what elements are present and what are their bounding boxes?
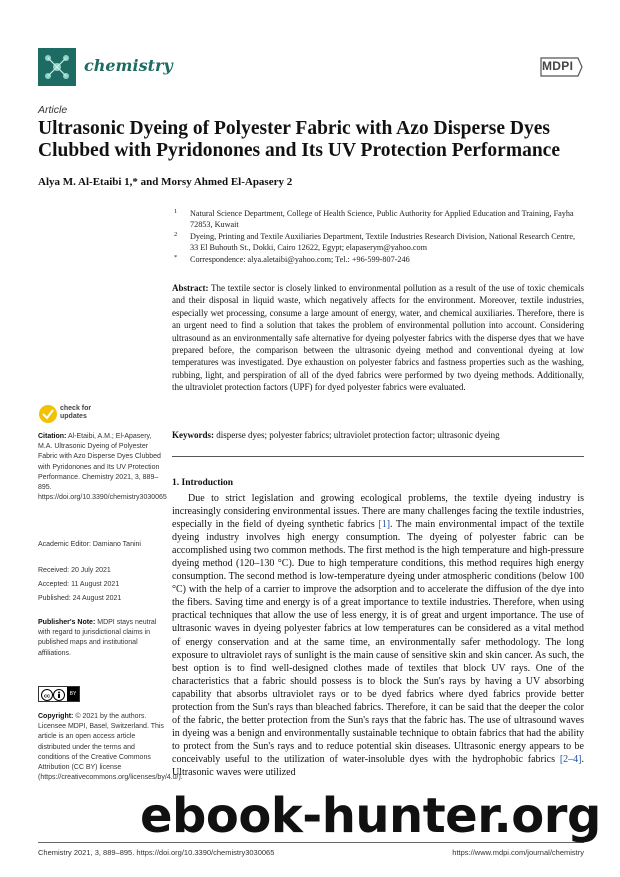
keywords-label: Keywords: xyxy=(172,430,214,440)
affiliation-text: Correspondence: alya.aletaibi@yahoo.com; Tel.: +96-599-807-246 xyxy=(190,255,410,264)
journal-name: chemistry xyxy=(84,56,173,75)
footer-journal-link[interactable]: https://www.mdpi.com/journal/chemistry xyxy=(452,848,584,857)
publisher-note-text: MDPI stays neutral with regard to jurisdictional claims in published maps and institutional affiliations. xyxy=(38,619,157,657)
academic-editor: Academic Editor: Damiano Tanini xyxy=(38,541,141,548)
publisher-name: MDPI xyxy=(542,59,574,73)
journal-logo-icon xyxy=(38,48,76,86)
keywords-text: disperse dyes; polyester fabrics; ultraviolet protection factor; ultrasonic dyeing xyxy=(216,430,500,440)
svg-text:cc: cc xyxy=(44,693,51,700)
intro-text-b: . The main environmental impact of the textile dyeing industry involves high energy consumption. The dyeing of polyester fabric can be accomplished using two common methods. The first method is the high temperature and high-pressure dyeing method (120–130 °C). Due to high temperature conditions, this method requires high energy consumption. The second method is low-temperature dyeing under atmospheric conditions (below 100 °C) with the help of a carrier to improve the adsorption and to accelerate the diffusion of the dye into the fibers. Saving time and energy is of a great importance to textile industries. Therefore, when using practical techniques that allow the use of less energy, it is of great and urgent importance. The use of ultrasonic waves in dyeing polyester fabrics at low temperatures can be considered as a vital method of energy conservation and at the same time, an environmentally safer methodology. The long exposure to ultraviolet rays of sunlight is the main cause of sensitive skin and skin cancer. As such, the best option is to find well-designed clothes made of textiles that block UV rays. One of the characteristics that a fabric should possess is to block the Sun's rays by having a UV absorbing capability that absorbs ultraviolet rays or to be dyed fabrics where dyed fabrics provide better protection from the Sun's rays than bleached fabrics. Therefore, it can be said that the deeper the color of the fabric, the better protection from the Sun's rays that the fabric has. The use of ultrasound waves in dyeing was a benign and environmentally sustainable technique to obtain fabrics that had the ability to protect from the Sun's rays and to reduce potential skin diseases. Ultrasonic energy appears to be conceivably useful to the utilization of water-insoluble dyes with the hydrophobic fabrics xyxy=(172,519,584,765)
journal-header xyxy=(38,48,584,88)
reference-link-1[interactable]: [1] xyxy=(378,519,391,531)
publisher-logo xyxy=(538,54,584,80)
publisher-note-label: Publisher's Note: xyxy=(38,619,96,626)
keywords xyxy=(172,429,584,441)
affiliation-item xyxy=(172,254,584,265)
affiliation-mark: 1 xyxy=(174,208,178,215)
abstract-text: The textile sector is closely linked to environmental pollution as a result of the use of toxic chemicals and their disposal in liquid waste, which negatively affects for the environment. Moreover, textile industries, especially wet processing, consume a large amount of energy, water, and chemical auxiliaries. Therefore, there is an urgent need to find a solution that takes the problem of environmental pollution into account. Considering ultrasound as an environmentally safe alternative for dyeing polyester fabrics with the disperse dyes that we have prepared before, the comparison between the ultrasonic dyeing method and conventional dyeing at low temperatures was investigated. Dye exhaustion on polyester fabrics and fastness properties such as the washing, rubbing, light, and perspiration of all of the dyed fabrics were performed by two dyeing methods. Additionally, the ultraviolet protection factors (UPF) for dyed polyester fabrics were evaluated. xyxy=(172,283,584,393)
copyright-block xyxy=(38,712,183,783)
received-date: Received: 20 July 2021 xyxy=(38,567,111,574)
article-title: Ultrasonic Dyeing of Polyester Fabric with Azo Disperse Dyes Clubbed with Pyridonones and Its UV Protection Performance xyxy=(38,118,560,161)
introduction-paragraph xyxy=(172,492,584,779)
intro-text-a: Due to strict legislation and growing ecological problems, the textile dyeing industry is increasingly considering environmental issues. There are many challenges facing the textile industries, especially in the field of dyeing synthetic fabrics xyxy=(172,493,584,531)
check-updates-button[interactable] xyxy=(38,402,108,426)
article-type: Article xyxy=(38,104,68,116)
affiliation-text: Natural Science Department, College of Health Science, Public Authority for Applied Education and Training, Fayha 72853, Kuwait xyxy=(190,209,574,229)
published-date: Published: 24 August 2021 xyxy=(38,595,122,602)
affiliation-mark: * xyxy=(174,254,178,261)
affiliation-text: Dyeing, Printing and Textile Auxiliaries Department, Textile Industries Research Division, National Research Centre, 33 El Buhouth St., Dokki, Cairo 12622, Egypt; elapaserym@yahoo.com xyxy=(190,232,576,252)
footer-citation: Chemistry 2021, 3, 889–895. https://doi.org/10.3390/chemistry3030065 xyxy=(38,848,275,857)
affiliations xyxy=(172,208,584,266)
copyright-label: Copyright: xyxy=(38,713,74,720)
affiliation-item xyxy=(172,231,584,253)
section-heading-introduction: 1. Introduction xyxy=(172,478,234,488)
introduction-body xyxy=(172,492,584,779)
check-updates-icon xyxy=(38,404,58,424)
citation-label: Citation: xyxy=(38,433,67,440)
cc-by-label: BY xyxy=(67,687,79,701)
abstract xyxy=(172,282,584,394)
check-updates-label: check for updates xyxy=(60,405,92,420)
article-authors: Alya M. Al-Etaibi 1,* and Morsy Ahmed El-Apasery 2 xyxy=(38,176,293,188)
citation-text: Al-Etaibi, A.M.; El-Apasery, M.A. Ultrasonic Dyeing of Polyester Fabric with Azo Disperse Dyes Clubbed with Pyridonones and Its UV Protection Performance. Chemistry 2021, 3, 889–895. https://doi.org/10.3390/chemistry3030065 xyxy=(38,433,167,502)
copyright-text: © 2021 by the authors. Licensee MDPI, Basel, Switzerland. This article is an open access article distributed under the terms and conditions of the Creative Commons Attribution (CC BY) license (https://creativecommons.org/licenses/by/4.0/). xyxy=(38,713,183,782)
affiliation-mark: 2 xyxy=(174,231,178,238)
affiliation-item xyxy=(172,208,584,230)
abstract-label: Abstract: xyxy=(172,283,209,293)
page-footer xyxy=(38,848,584,857)
publisher-note xyxy=(38,618,166,659)
cc-icon xyxy=(39,687,67,701)
keywords-divider xyxy=(172,456,584,457)
intro-text-c: . Ultrasonic waves were utilized xyxy=(172,753,584,778)
cc-license-icon[interactable] xyxy=(38,686,80,702)
watermark: ebook-hunter.org xyxy=(140,788,601,844)
reference-link-2-4[interactable]: [2–4] xyxy=(559,753,582,765)
citation-block xyxy=(38,432,166,503)
accepted-date: Accepted: 11 August 2021 xyxy=(38,581,120,588)
